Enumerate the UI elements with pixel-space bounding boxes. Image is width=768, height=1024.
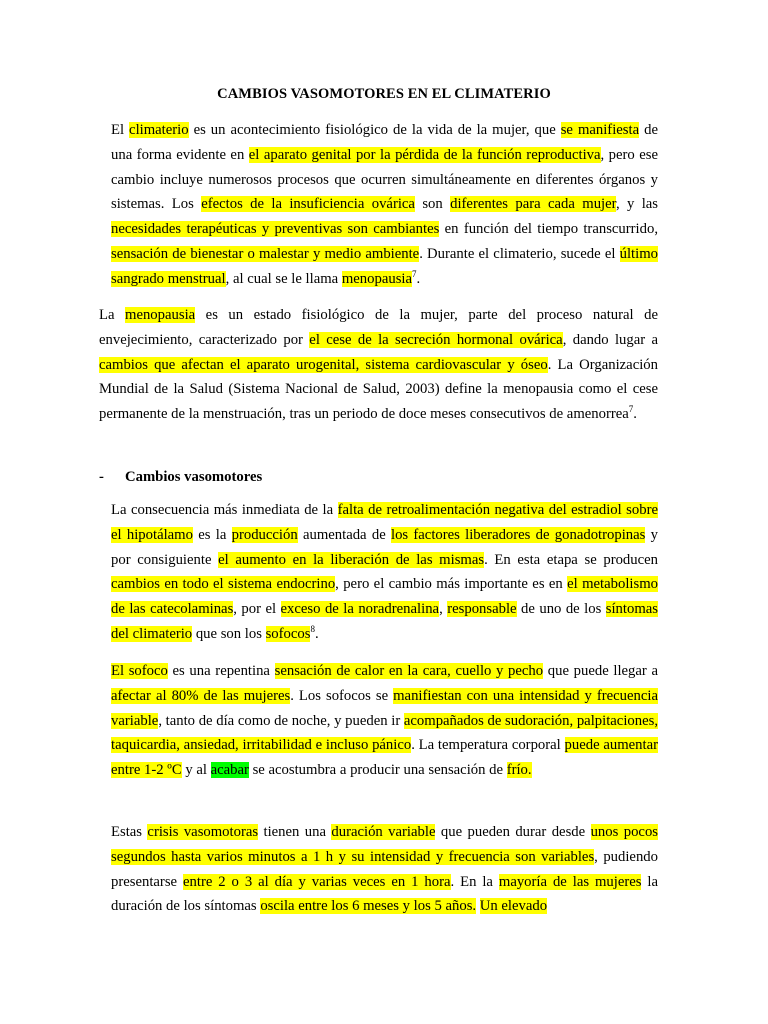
highlighted-text: cambios que afectan el aparato urogenital, sistema cardiovascular y óseo <box>99 356 548 373</box>
highlighted-text: efectos de la insuficiencia ovárica <box>201 196 415 213</box>
text-run: . <box>633 406 637 423</box>
text-run: , pudiendo presentarse <box>111 848 658 890</box>
highlighted-text: menopausia <box>125 307 196 323</box>
paragraph-consecuencia <box>111 498 658 647</box>
text-run: . En esta etapa se producen <box>484 551 659 568</box>
highlighted-text: duración variable <box>331 824 436 840</box>
citation-superscript: 7 <box>628 404 634 415</box>
highlighted-text: falta de retroalimentación negativa del estradiol sobre el hipotálamo <box>111 502 658 543</box>
highlighted-text: el aumento en la liberación de las mismas <box>218 551 485 568</box>
text-run: la duración de los síntomas <box>111 873 659 915</box>
text-run: es un acontecimiento fisiológico de la vida de la mujer, que <box>188 122 561 138</box>
text-run: es la <box>192 526 232 543</box>
text-run: se acostumbra a producir una sensación de <box>248 762 507 779</box>
text-run: , <box>439 601 448 618</box>
text-run: y por consiguiente <box>111 526 658 568</box>
text-run: en función del tiempo transcurrido, <box>439 221 658 238</box>
paragraph-crisis <box>111 820 658 919</box>
text-run: , y las <box>615 196 659 213</box>
text-run: . Durante el climaterio, sucede el <box>419 245 620 262</box>
highlighted-text: diferentes para cada mujer <box>450 196 616 213</box>
text-run: y al <box>181 762 211 779</box>
section-heading-label: Cambios vasomotores <box>125 469 263 485</box>
highlighted-text: el metabolismo de las catecolaminas <box>111 576 658 618</box>
highlighted-text: unos pocos segundos hasta varios minutos a 1 h y su intensidad y frecuencia son variables <box>111 824 658 865</box>
highlighted-text: afectar al 80% de las mujeres <box>111 687 291 704</box>
highlighted-text: sofocos <box>265 625 311 642</box>
highlighted-text: entre 2 o 3 al día y varias veces en 1 hora <box>183 873 451 890</box>
highlighted-text: puede aumentar entre 1-2 ºC <box>111 737 659 779</box>
highlighted-text: exceso de la noradrenalina <box>280 601 440 618</box>
paragraph-menopausia <box>99 303 658 427</box>
text-run: , por el <box>233 601 281 618</box>
highlighted-text: mayoría de las mujeres <box>498 873 642 890</box>
text-run: . La Organización Mundial de la Salud (Sistema Nacional de Salud, 2003) define la menopausia como el cese permanente de la menstruación, tras un periodo de doce meses consecutivos de amenorrea <box>99 356 658 423</box>
highlighted-text: crisis vasomotoras <box>147 824 259 840</box>
highlighted-text: producción <box>231 526 298 543</box>
text-run: que pueden durar desde <box>435 824 591 840</box>
text-run: . <box>314 625 319 642</box>
text-run: que son los <box>192 625 266 642</box>
text-run: es una repentina <box>167 663 275 679</box>
text-run: . Los sofocos se <box>290 687 394 704</box>
highlighted-text: necesidades terapéuticas y preventivas son cambiantes <box>111 221 440 238</box>
text-run: de una forma evidente en <box>111 122 658 163</box>
paragraph-sofoco <box>111 659 658 783</box>
text-run: . <box>416 270 421 287</box>
highlighted-text: menopausia <box>341 270 413 287</box>
highlighted-text: climaterio <box>129 122 189 138</box>
text-run: de uno de los <box>516 601 606 618</box>
citation-superscript: 7 <box>412 268 417 279</box>
text-run: La consecuencia más inmediata de la <box>111 502 338 518</box>
text-run: La <box>99 307 126 323</box>
highlighted-text: frío. <box>506 762 532 779</box>
highlighted-text: sensación de bienestar o malestar y medio ambiente <box>111 245 420 262</box>
highlighted-text: oscila entre los 6 meses y los 5 años. <box>260 898 477 915</box>
highlighted-text: los factores liberadores de gonadotropinas <box>390 526 646 543</box>
highlighted-text: sensación de calor en la cara, cuello y pecho <box>274 663 544 679</box>
highlighted-text: acompañados de sudoración, palpitaciones, taquicardia, ansiedad, irritabilidad e incluso pánico <box>111 712 658 754</box>
text-run: , pero ese cambio incluye numerosos procesos que ocurren simultáneamente en diferentes órganos y sistemas. Los <box>111 146 658 213</box>
highlighted-text: responsable <box>447 601 517 618</box>
text-run: aumentada de <box>297 526 391 543</box>
highlighted-text: cambios en todo el sistema endocrino <box>111 576 336 593</box>
highlighted-text: el aparato genital por la pérdida de la función reproductiva <box>248 146 601 163</box>
text-run: , pero el cambio más importante es en <box>335 576 568 593</box>
text-run: tienen una <box>258 824 332 840</box>
highlighted-text: último sangrado menstrual <box>111 245 658 287</box>
document-title: CAMBIOS VASOMOTORES EN EL CLIMATERIO <box>217 86 551 102</box>
text-run: es un estado fisiológico de la mujer, parte del proceso natural de envejecimiento, caracterizado por <box>99 307 659 348</box>
section-heading <box>99 465 262 490</box>
green-highlighted-text: acabar <box>210 762 249 779</box>
text-run: . La temperatura corporal <box>411 737 565 754</box>
citation-superscript: 8 <box>310 624 315 635</box>
text-run: , al cual se le llama <box>225 270 342 287</box>
text-run: , dando lugar a <box>562 331 659 348</box>
highlighted-text: el cese de la secreción hormonal ovárica <box>309 331 563 348</box>
highlighted-text: El sofoco <box>111 663 168 679</box>
highlighted-text: síntomas del climaterio <box>111 601 658 642</box>
highlighted-text: Un elevado <box>479 898 548 915</box>
text-run: que puede llegar a <box>543 663 658 679</box>
text-run: El <box>111 122 130 138</box>
text-run: , tanto de día como de noche, y pueden ir <box>158 712 404 729</box>
highlighted-text: se manifiesta <box>560 122 640 138</box>
paragraph-climaterio <box>111 118 658 292</box>
section-bullet: - <box>99 469 104 485</box>
text-run: Estas <box>111 824 148 840</box>
highlighted-text: manifiestan con una intensidad y frecuencia variable <box>111 687 659 729</box>
text-run: son <box>414 196 451 213</box>
text-run: . En la <box>450 873 499 890</box>
